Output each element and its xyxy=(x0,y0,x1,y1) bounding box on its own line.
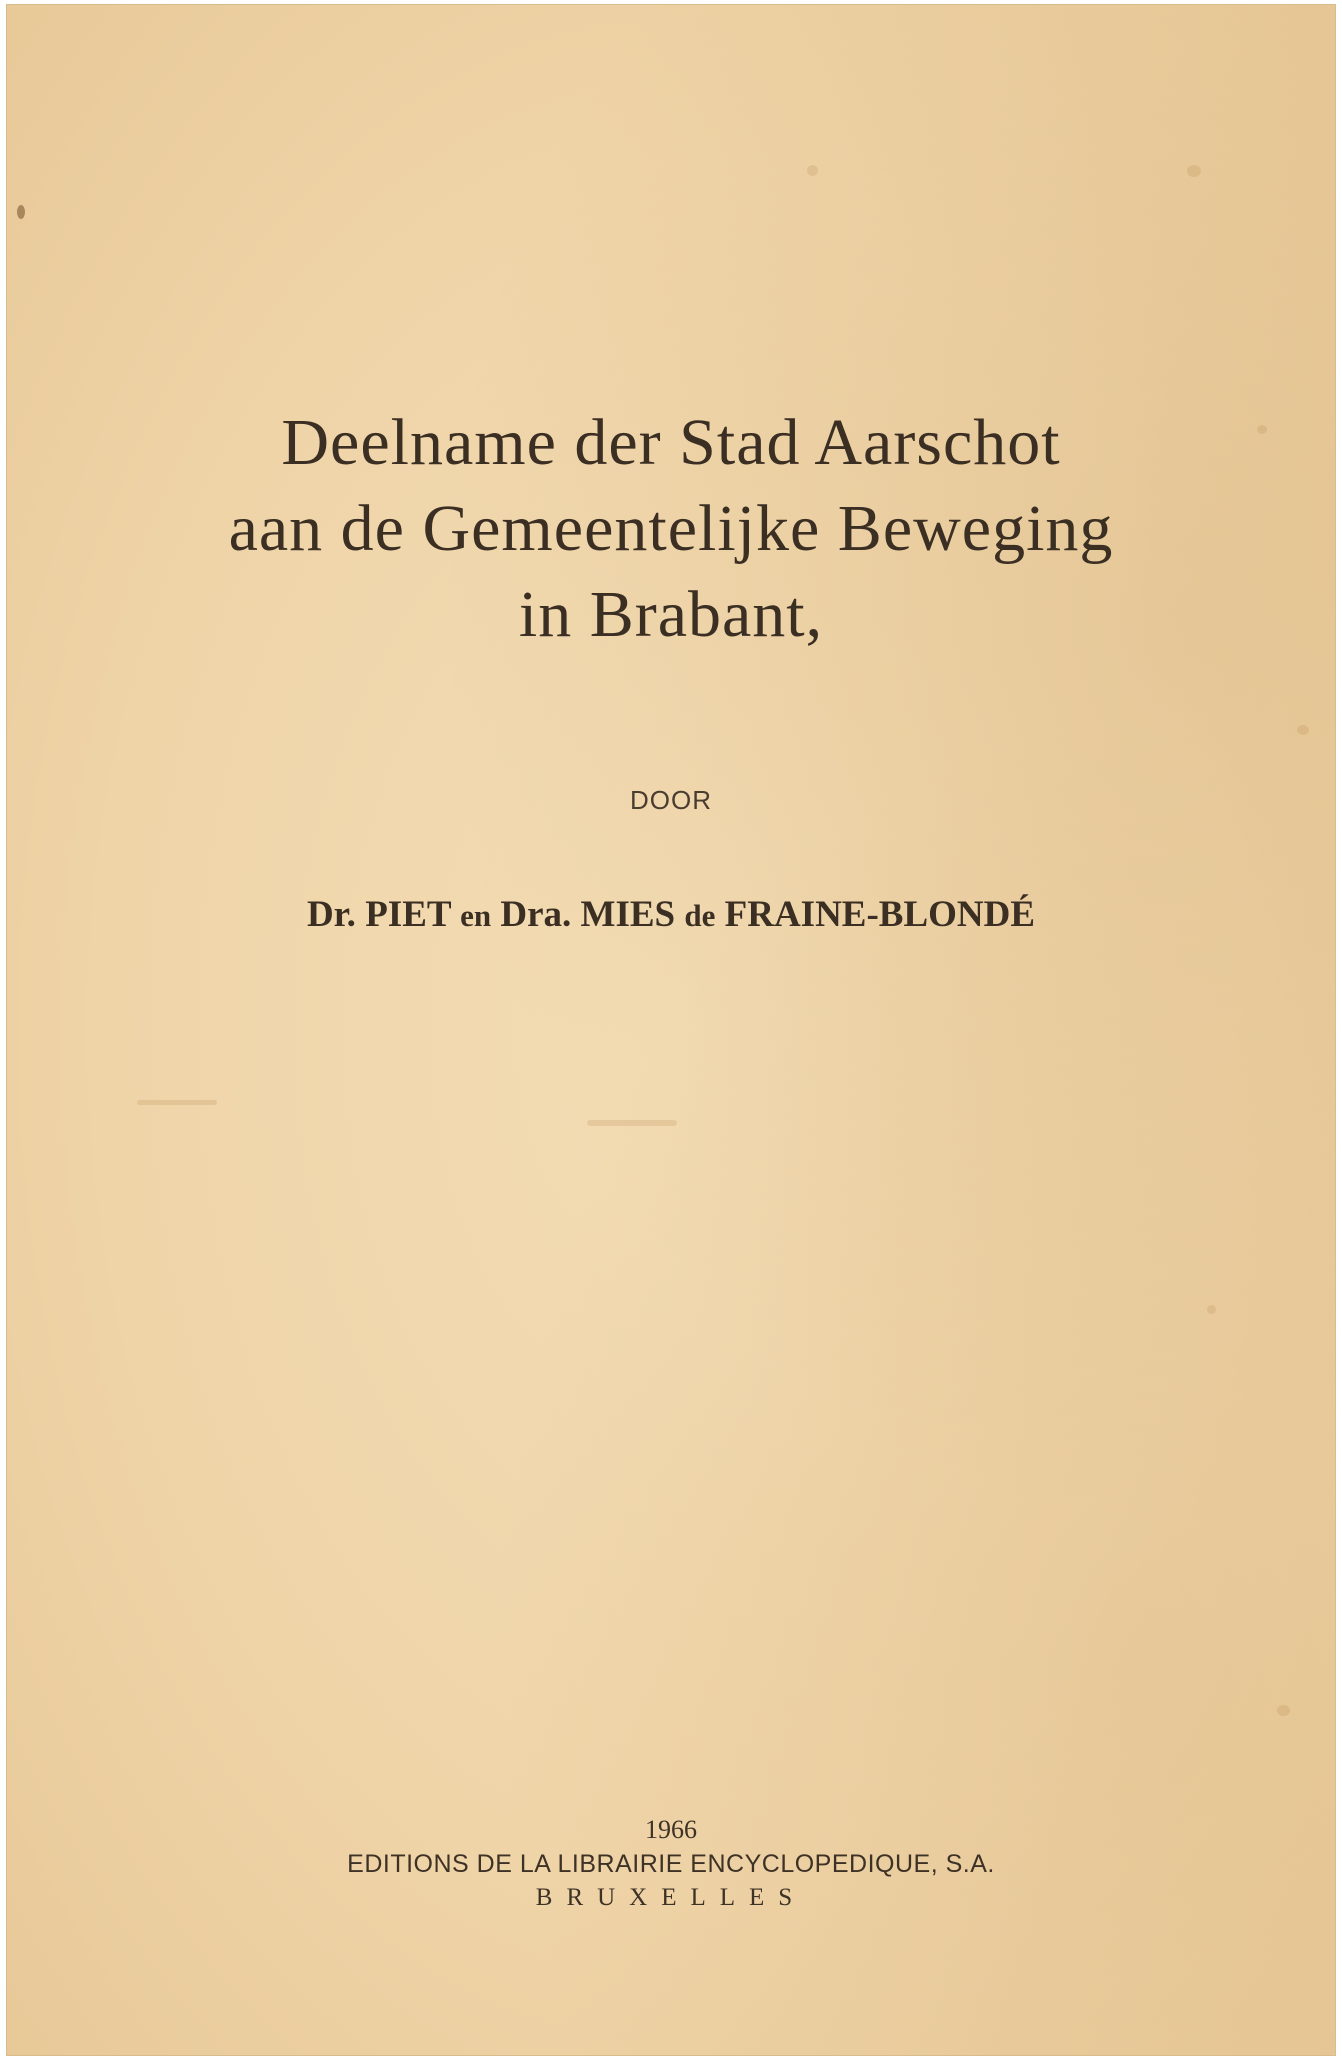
publisher: EDITIONS DE LA LIBRAIRIE ENCYCLOPEDIQUE, S.A. xyxy=(347,1850,995,1878)
foxing-spot xyxy=(587,1120,677,1126)
authors-conjunction: en xyxy=(460,898,492,933)
author-2-prefix: Dra. xyxy=(500,894,572,935)
foxing-spot xyxy=(17,205,25,219)
title-line-1: Deelname der Stad Aarschot xyxy=(281,406,1061,479)
author-2-name: MIES xyxy=(580,894,676,935)
authors-surname: FRAINE-BLONDÉ xyxy=(724,894,1036,935)
foxing-spot xyxy=(807,165,818,176)
byline: DOOR xyxy=(630,785,712,815)
publication-year: 1966 xyxy=(645,1815,697,1844)
foxing-spot xyxy=(1297,725,1309,735)
title-line-2: aan de Gemeentelijke Beweging xyxy=(228,492,1114,565)
author-1-prefix: Dr. xyxy=(306,894,356,935)
foxing-spot xyxy=(1277,1705,1290,1716)
title-block xyxy=(7,400,1335,658)
authors xyxy=(7,893,1335,936)
imprint xyxy=(7,1813,1335,1915)
foxing-spot xyxy=(1187,165,1201,177)
surname-particle: de xyxy=(684,898,716,933)
title-line-3: in Brabant, xyxy=(518,578,824,651)
author-1-name: PIET xyxy=(365,894,451,935)
book-cover xyxy=(6,4,1336,2056)
publication-city: BRUXELLES xyxy=(535,1884,807,1911)
foxing-spot xyxy=(137,1100,217,1105)
foxing-spot xyxy=(1207,1305,1216,1314)
